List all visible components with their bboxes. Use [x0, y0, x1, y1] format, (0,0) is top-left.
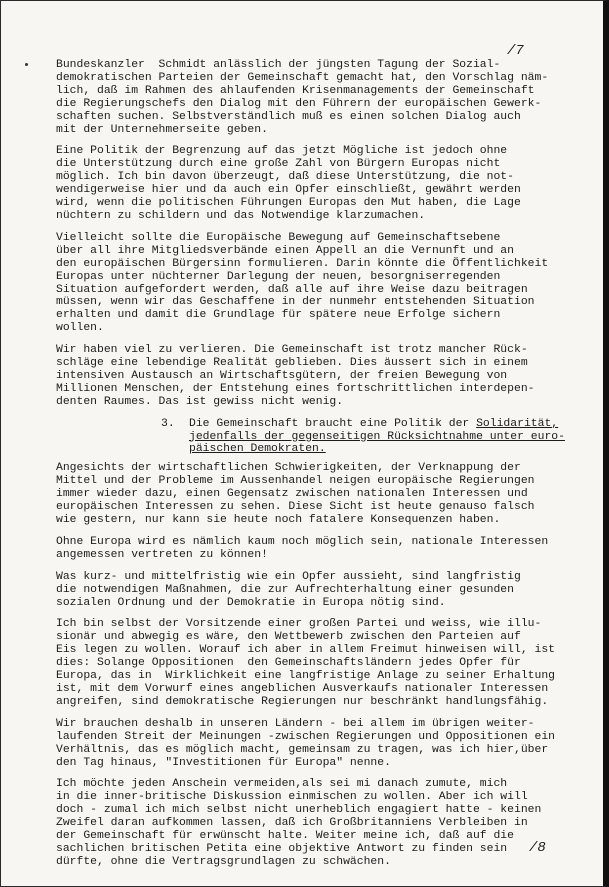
paragraph [56, 618, 586, 708]
text-line: in die inner-britische Diskussion einmischen zu wollen. Aber ich will [56, 791, 528, 804]
paragraph [56, 145, 586, 222]
section-number: 3. [161, 417, 175, 430]
paragraph [56, 462, 586, 527]
text-line: den europäischen Bürgersinn formulieren. Darin könnte die Öffentlichkeit [56, 257, 549, 270]
text-line: wie gestern, nur kann sie heute noch fatalere Konsequenzen haben. [56, 514, 501, 526]
paragraph [56, 344, 586, 409]
text-line: Wir haben viel zu verlieren. Die Gemeinschaft ist trotz mancher Rück- [56, 344, 528, 357]
paragraph [56, 536, 586, 562]
text-line: Bundeskanzler Schmidt anlässlich der jüngsten Tagung der Sozial- [56, 59, 501, 71]
text-line: angreifen, sind demokratische Regierungen nur beschränkt handlungsfähig. [56, 695, 549, 708]
text-line: immer wieder dazu, einen Gegensatz zwischen nationalen Interessen und [56, 488, 528, 501]
document-body [56, 59, 586, 878]
text-line: angemessen vertreten zu können! [56, 548, 268, 561]
text-line: sionär und abwegig es wäre, den Wettbewerb zwischen den Parteien auf [56, 631, 521, 644]
section-heading [161, 418, 586, 457]
text-line: den Tag hinaus, "Investitionen für Europa" nenne. [56, 756, 391, 769]
text-line: über all ihre Mitgliedsverbände einen Appell an die Vernunft und an [56, 244, 514, 257]
paragraph [56, 571, 586, 610]
text-line: laufenden Streit der Meinungen -zwischen Regierungen und Oppositionen ein [56, 730, 555, 743]
text-line: erhalten und damit die Grundlage für spätere neue Erfolge sichern [56, 309, 501, 322]
text-line: wendigerweise hier und da auch ein Opfer einschließt, gewährt werden [56, 184, 521, 197]
text-line: die notwendigen Maßnahmen, die zur Aufrechterhaltung einer gesunden [56, 583, 514, 596]
text-line: intensiven Austausch an Wirtschaftsgütern, der freien Bewegung von [56, 369, 508, 382]
page-number-bottom: /8 [529, 840, 546, 856]
text-line: Verhältnis, das es möglich macht, gemeinsam zu tragen, was ich hier,über [56, 743, 549, 756]
text-line: doch - zumal ich mich selbst nicht unerheblich engagiert hatte - keinen [56, 804, 542, 817]
text-line: sachlichen britischen Petita eine objektive Antwort zu finden sein [56, 842, 508, 855]
text-line: Millionen Menschen, der Entstehung eines fortschrittlichen interdepen- [56, 382, 535, 395]
text-line: Angesichts der wirtschaftlichen Schwierigkeiten, der Verknappung der [56, 462, 521, 475]
text-line: wird, wenn die politischen Führungen Europas den Mut haben, die Lage [56, 197, 521, 210]
section-title-line-2: jedenfalls der gegenseitigen Rücksichtnahme unter euro- [189, 430, 565, 443]
margin-mark [25, 63, 28, 66]
text-line: lich, daß im Rahmen des ahlaufenden Krisenmanagements der Gemeinschaft [56, 84, 535, 97]
text-line: Ohne Europa wird es nämlich kaum noch möglich sein, nationale Interessen [56, 535, 549, 548]
section-title-underlined: Solidarität, [476, 417, 559, 430]
text-line: dürfte, ohne die Vertragsgrundlagen zu schwächen. [56, 855, 391, 868]
paragraph [56, 59, 586, 136]
text-line: die Regierungschefs den Dialog mit den Führern der europäischen Gewerk- [56, 97, 542, 110]
text-line: möglich. Ich bin davon überzeugt, daß diese Unterstützung, die not- [56, 171, 514, 184]
text-line: Eis legen zu wollen. Worauf ich aber in allem Freimut hinweisen will, ist [56, 644, 555, 657]
text-line: wollen. [56, 322, 104, 335]
section-title [189, 418, 565, 457]
section-title-plain: Die Gemeinschaft braucht eine Politik der [189, 417, 477, 430]
text-line: Vielleicht sollte die Europäische Bewegung auf Gemeinschaftsebene [56, 231, 501, 244]
text-line: denten Raumes. Das ist gewiss nicht wenig. [56, 395, 344, 408]
paragraph [56, 778, 586, 868]
text-line: Europa, das in Wirklichkeit eine langfristige Anlage zu seiner Erhaltung [56, 670, 555, 683]
text-line: demokratischen Parteien der Gemeinschaft gemacht hat, den Vorschlag näm- [56, 71, 549, 84]
paragraph [56, 718, 586, 770]
text-line: sozialen Ordnung und der Demokratie in Europa nötig sind. [56, 596, 446, 609]
text-line: Zweifel daran aufkommen lassen, daß ich Großbritanniens Verbleiben in [56, 817, 528, 830]
paragraph [56, 232, 586, 335]
text-line: schläge eine lebendige Realität geblieben. Dies äussert sich in einem [56, 357, 528, 370]
page-number-top: /7 [507, 43, 524, 59]
text-line: Ich möchte jeden Anschein vermeiden,als sei mi danach zumute, mich [56, 778, 508, 791]
text-line: mit der Unternehmerseite geben. [56, 123, 268, 136]
text-line: Ich bin selbst der Vorsitzende einer großen Partei und weiss, wie illu- [56, 618, 542, 631]
text-line: schaften suchen. Selbstverständlich muß es einen solchen Dialog auch [56, 110, 521, 123]
text-line: Wir brauchen deshalb in unseren Ländern - bei allem im übrigen weiter- [56, 717, 535, 730]
text-line: ist, mit dem Vorwurf eines angeblichen Ausverkaufs nationaler Interessen [56, 682, 549, 695]
text-line: dies: Solange Oppositionen den Gemeinschaftsländern jedes Opfer für [56, 657, 521, 670]
text-line: nüchtern zu schildern und das Notwendige klarzumachen. [56, 209, 426, 222]
text-line: Eine Politik der Begrenzung auf das jetzt Mögliche ist jedoch ohne [56, 145, 508, 158]
text-line: der Gemeinschaft für erwünscht halte. Weiter meine ich, daß auf die [56, 830, 514, 843]
section-title-line-3: päischen Demokraten. [189, 443, 326, 456]
text-line: Europas unter nüchterner Darlegung der neuen, besorgniserregenden [56, 270, 501, 283]
text-line: Mittel und der Probleme im Aussenhandel neigen europäische Regierungen [56, 475, 535, 488]
text-line: europäischen Interessen zu sehen. Diese Sicht ist heute genauso falsch [56, 501, 535, 514]
text-line: Situation aufgefordert werden, daß alle auf ihre Weise dazu beitragen [56, 283, 528, 296]
text-line: die Unterstützung durch eine große Zahl von Bürgern Europas nicht [56, 158, 501, 171]
text-line: Was kurz- und mittelfristig wie ein Opfer aussieht, sind langfristig [56, 570, 521, 583]
text-line: müssen, wenn wir das Geschaffene in der nunmehr entstehenden Situation [56, 296, 535, 309]
